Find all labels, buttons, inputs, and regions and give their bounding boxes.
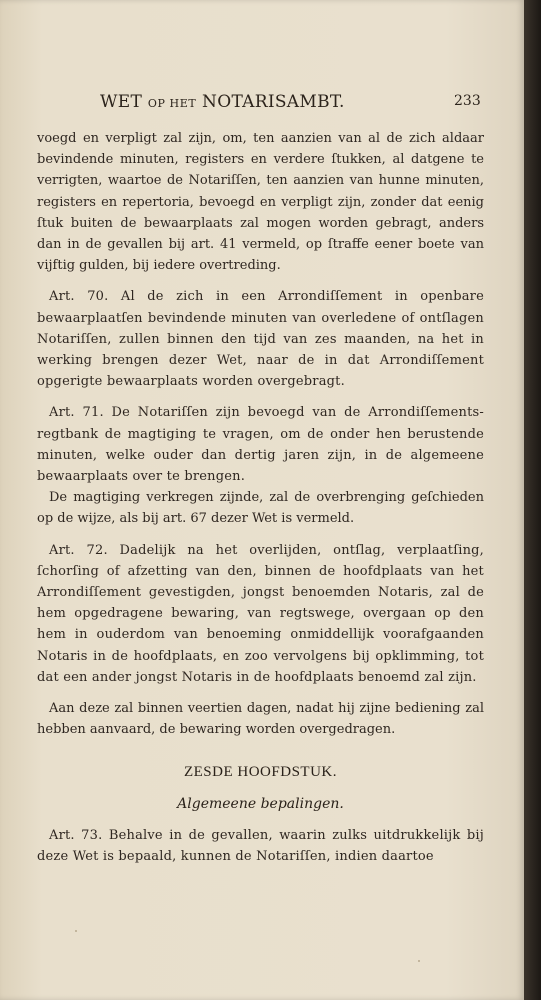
paper-speck [75,930,77,932]
page-body [37,128,484,867]
running-header [100,92,430,112]
chapter-heading: ZESDE HOOFDSTUK. [183,764,337,781]
article-73: Art. 73. Behalve in de gevallen, waarin zulks uitdrukkelijk bij deze Wet is bepaald, kunnen de Notariſſen, indien daartoe [37,827,484,865]
book-gutter [524,0,541,1000]
paragraph-overdracht: Aan deze zal binnen veertien dagen, nadat hij zijne bediening zal hebben aanvaard, de bewaring worden overgedragen. [37,701,484,738]
header-title-2: OP HET [147,97,197,110]
paragraph-magtiging: De magtiging verkregen zijnde, zal de overbrenging geſchieden op de wijze, als bij art. 67 dezer Wet is vermeld. [37,490,484,527]
paper-speck [418,960,420,962]
article-71: Art. 71. De Notariſſen zijn bevoegd van de Arrondiſſements-regtbank de magtiging te vragen, om de onder hen berustende minuten, welke ouder dan dertig jaren zijn, in de algemeene bewaarplaats over te brengen. [37,405,484,485]
section-subtitle: Algemeene bepalingen. [177,795,344,812]
header-title-3: NOTARISAMBT. [202,92,345,112]
page-number: 233 [454,93,481,109]
article-72: Art. 72. Dadelijk na het overlijden, ontſlag, verplaatſing, ſchorſing of afzetting van den, binnen de hoofdplaats van het Arrondiſſement gevestigden, jongst benoemden Notaris, zal de hem opgedragene bewaring, van regtswege, overgaan op den hem in ouderdom van benoeming onmiddellijk voorafgaanden Notaris in de hoofdplaats, en zoo vervolgens bij opklimming, tot dat een ander jongst Notaris in de hoofdplaats benoemd zal zijn. [37,542,484,685]
paragraph-continuation: voegd en verpligt zal zijn, om, ten aanzien van al de zich aldaar bevindende minuten, registers en verdere ſtukken, al datgene te verrigten, waartoe de Notariſſen, ten aanzien van hunne minuten, registers en repertoria, bevoegd en verpligt zijn, zonder dat eenig ſtuk buiten de bewaarplaats zal mogen worden gebragt, anders dan in de gevallen bij art. 41 vermeld, op ſtraffe eener boete van vijftig gulden, bij iedere overtreding. [37,131,484,274]
header-title-1: WET [100,92,143,112]
article-70: Art. 70. Al de zich in een Arrondiſſement in openbare bewaarplaatſen bevindende minuten van overledene of ontſlagen Notariſſen, zullen binnen den tijd van zes maanden, na het in werking brengen dezer Wet, naar de in dat Arrondiſſement opgerigte bewaarplaats worden overgebragt. [37,289,484,390]
